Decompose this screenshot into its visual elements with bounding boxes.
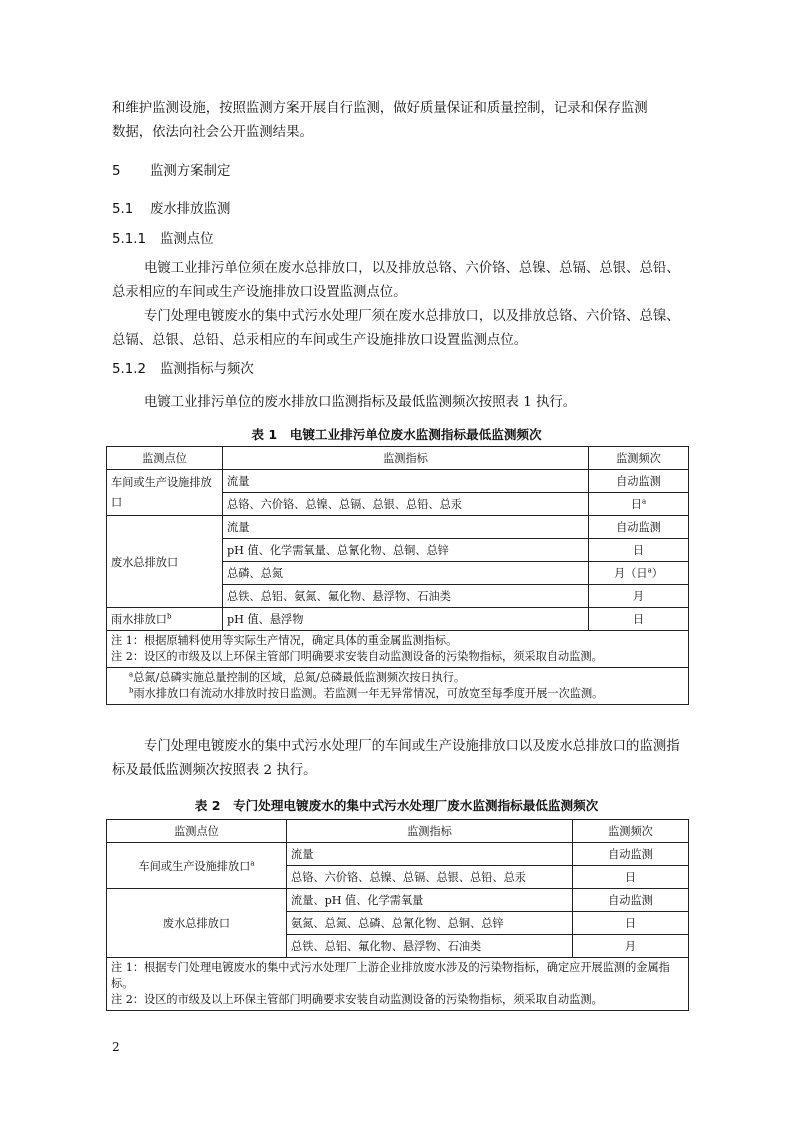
indicator-cell: 总铬、六价铬、总镍、总镉、总银、总铅、总汞 <box>287 866 573 889</box>
table-row <box>107 889 689 912</box>
point-cell: 车间或生产设施排放口 <box>107 470 223 516</box>
table-header-row <box>107 447 689 470</box>
frequency-cell: 自动监测 <box>573 889 689 912</box>
indicator-cell: 总铁、总铝、氟化物、悬浮物、石油类 <box>287 935 573 958</box>
notes-row <box>107 631 689 668</box>
footnote-marker: a <box>647 566 652 575</box>
indicator-cell: pH 值、悬浮物 <box>223 608 589 631</box>
indicator-cell: 总铁、总铝、氨氮、氟化物、悬浮物、石油类 <box>223 585 589 608</box>
header-point: 监测点位 <box>107 820 287 843</box>
section-5-1-heading <box>112 200 230 220</box>
table-2-caption: 表 2 专门处理电镀废水的集中式污水处理厂废水监测指标最低监测频次 <box>194 798 599 813</box>
point-cell: 废水总排放口 <box>107 516 223 608</box>
frequency-text: 月（日 <box>614 567 648 580</box>
point-text: 雨水排放口 <box>111 613 167 626</box>
point-cell <box>107 608 223 631</box>
point-text: 车间或生产设施排放口 <box>138 859 251 873</box>
table-footnotes <box>107 668 689 705</box>
frequency-cell: 自动监测 <box>589 516 689 539</box>
footnote-marker: b <box>129 686 134 695</box>
header-frequency: 监测频次 <box>589 447 689 470</box>
table-1-caption: 表 1 电镀工业排污单位废水监测指标最低监测频次 <box>251 427 542 442</box>
table-notes <box>107 958 689 1011</box>
footnote-marker: b <box>166 612 172 621</box>
frequency-text: 日 <box>630 498 642 511</box>
section-title: 监测方案制定 <box>150 164 231 179</box>
frequency-cell: 日 <box>573 912 689 935</box>
note-2: 注 2：设区的市级及以上环保主管部门明确要求安装自动监测设备的污染物指标，须采取自动监测。 <box>111 993 603 1006</box>
intro-line-1: 和维护监测设施，按照监测方案开展自行监测，做好质量保证和质量控制，记录和保存监测 <box>112 101 648 116</box>
indicator-cell: pH 值、化学需氧量、总氰化物、总铜、总锌 <box>223 539 589 562</box>
header-frequency: 监测频次 <box>573 820 689 843</box>
frequency-cell <box>589 562 689 585</box>
page-number: 2 <box>112 1040 120 1054</box>
footnotes-row <box>107 668 689 705</box>
paragraph-table1-ref: 电镀工业排污单位的废水排放口监测指标及最低监测频次按照表 1 执行。 <box>144 395 577 410</box>
paragraph-monitoring-points-1: 电镀工业排污单位须在废水总排放口，以及排放总铬、六价铬、总镍、总镉、总银、总铅、总汞相应的车间或生产设施排放口设置监测点位。 <box>112 261 680 300</box>
frequency-text: ） <box>651 567 663 580</box>
section-title: 监测点位 <box>160 232 214 247</box>
table-1 <box>106 446 689 705</box>
table-row <box>107 516 689 539</box>
note-1: 注 1：根据专门处理电镀废水的集中式污水处理厂上游企业排放废水涉及的污染物指标，确定应开展监测的金属指标。 <box>111 961 670 990</box>
paragraph-table2-ref: 专门处理电镀废水的集中式污水处理厂的车间或生产设施排放口以及废水总排放口的监测指标及最低监测频次按照表 2 执行。 <box>112 739 680 778</box>
section-number: 5.1.2 <box>112 362 147 377</box>
intro-line-2: 数据，依法向社会公开监测结果。 <box>112 125 313 140</box>
indicator-cell: 流量 <box>287 843 573 866</box>
indicator-cell: 氨氮、总氮、总磷、总氰化物、总铜、总锌 <box>287 912 573 935</box>
note-2: 注 2：设区的市级及以上环保主管部门明确要求安装自动监测设备的污染物指标，须采取自动监测。 <box>111 650 603 663</box>
frequency-cell: 自动监测 <box>589 470 689 493</box>
table-2 <box>106 819 689 1011</box>
point-cell: 废水总排放口 <box>107 889 287 958</box>
section-5-1-2-heading <box>112 360 254 380</box>
section-title: 废水排放监测 <box>150 202 231 217</box>
section-number: 5.1.1 <box>112 232 147 247</box>
footnote-marker: a <box>250 858 255 867</box>
frequency-cell: 日 <box>589 608 689 631</box>
point-cell <box>107 843 287 889</box>
section-number: 5.1 <box>112 202 134 217</box>
indicator-cell: 总磷、总氮 <box>223 562 589 585</box>
frequency-cell: 日 <box>589 539 689 562</box>
footnote-b <box>129 686 684 702</box>
paragraph-monitoring-points-2: 专门处理电镀废水的集中式污水处理厂须在废水总排放口，以及排放总铬、六价铬、总镍、总镉、总银、总铅、总汞相应的车间或生产设施排放口设置监测点位。 <box>112 309 680 348</box>
indicator-cell: 流量、pH 值、化学需氧量 <box>287 889 573 912</box>
header-indicator: 监测指标 <box>287 820 573 843</box>
frequency-cell: 自动监测 <box>573 843 689 866</box>
table-row <box>107 843 689 866</box>
frequency-cell: 月 <box>573 935 689 958</box>
frequency-cell <box>589 493 689 516</box>
table-row <box>107 470 689 493</box>
table-header-row <box>107 820 689 843</box>
frequency-cell: 月 <box>589 585 689 608</box>
notes-row <box>107 958 689 1011</box>
header-indicator: 监测指标 <box>223 447 589 470</box>
section-5-1-1-heading <box>112 230 214 250</box>
table-row <box>107 608 689 631</box>
table-notes <box>107 631 689 668</box>
note-1: 注 1：根据原辅料使用等实际生产情况，确定具体的重金属监测指标。 <box>111 634 458 647</box>
section-5-heading <box>112 162 230 182</box>
intro-paragraph <box>112 97 680 145</box>
indicator-cell: 流量 <box>223 470 589 493</box>
section-number: 5 <box>112 164 121 179</box>
footnote-marker: a <box>129 670 134 679</box>
section-title: 监测指标与频次 <box>160 362 254 377</box>
footnote-text: 雨水排放口有流动水排放时按日监测。若监测一年无异常情况，可放宽至每季度开展一次监测。 <box>133 687 604 700</box>
header-point: 监测点位 <box>107 447 223 470</box>
indicator-cell: 流量 <box>223 516 589 539</box>
indicator-cell: 总铬、六价铬、总镍、总镉、总银、总铅、总汞 <box>223 493 589 516</box>
footnote-text: 总氮/总磷实施总量控制的区域，总氮/总磷最低监测频次按日执行。 <box>133 671 466 684</box>
footnote-a <box>129 670 684 686</box>
frequency-cell: 日 <box>573 866 689 889</box>
footnote-marker: a <box>642 497 647 506</box>
